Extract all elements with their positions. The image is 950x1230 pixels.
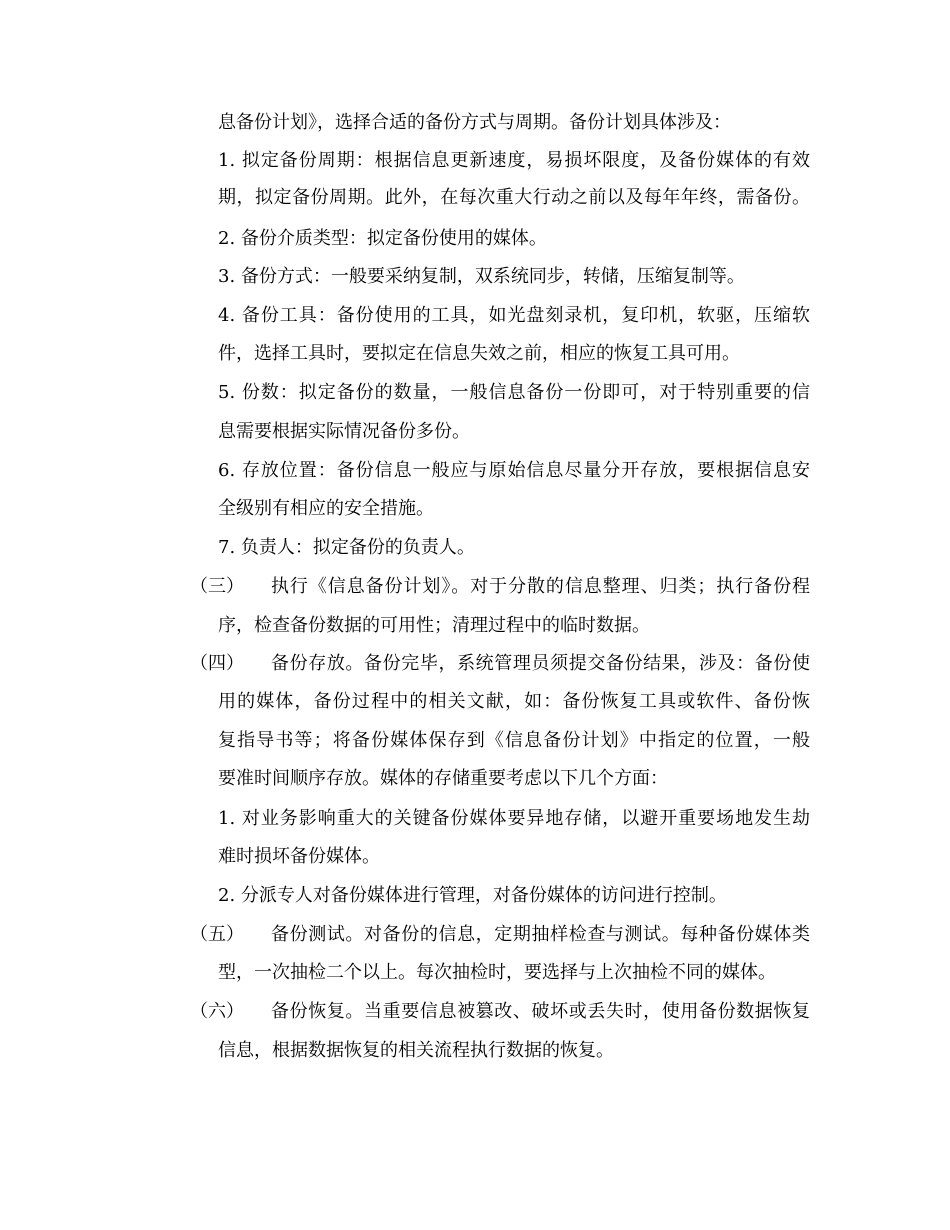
section-5-heading-line: 备份测试。对备份的信息，定期抽样检查与测试。每种备份媒体类 — [271, 924, 810, 945]
list-item-continuation: 期，拟定备份周期。此外，在每次重大行动之前以及每年年终，需备份。 — [218, 187, 810, 208]
section-number-4: （四） — [190, 653, 244, 674]
list-item-backup-method: 3. 备份方式：一般要采纳复制，双系统同步，转储，压缩复制等。 — [218, 266, 745, 287]
section-5-continuation: 型，一次抽检二个以上。每次抽检时，要选择与上次抽检不同的媒体。 — [218, 962, 776, 983]
section-3-continuation: 序，检查备份数据的可用性；清理过程中的临时数据。 — [218, 615, 650, 636]
list-item-continuation: 全级别有相应的安全措施。 — [218, 498, 434, 519]
list-item-storage-location: 6. 存放位置：备份信息一般应与原始信息尽量分开存放，要根据信息安 — [218, 460, 810, 481]
section-4-continuation: 要准时间顺序存放。媒体的存储重要考虑以下几个方面： — [218, 768, 668, 789]
paragraph-line: 息备份计划》，选择合适的备份方式与周期。备份计划具体涉及： — [218, 112, 731, 133]
section-4-heading-line: 备份存放。备份完毕，系统管理员须提交备份结果，涉及：备份使 — [271, 653, 810, 674]
list-item-person-in-charge: 7. 负责人：拟定备份的负责人。 — [218, 537, 475, 558]
section-4-item-2: 2. 分派专人对备份媒体进行管理，对备份媒体的访问进行控制。 — [218, 885, 727, 906]
list-item-backup-cycle: 1. 拟定备份周期：根据信息更新速度，易损坏限度，及备份媒体的有效 — [218, 150, 810, 171]
list-item-continuation: 件，选择工具时，要拟定在信息失效之前，相应的恢复工具可用。 — [218, 343, 740, 364]
section-4-continuation: 用的媒体，备份过程中的相关文献，如：备份恢复工具或软件、备份恢 — [218, 691, 810, 712]
section-4-item-1-continuation: 难时损坏备份媒体。 — [218, 846, 380, 867]
section-6-heading-line: 备份恢复。当重要信息被篡改、破坏或丢失时，使用备份数据恢复 — [271, 1001, 810, 1022]
list-item-continuation: 息需要根据实际情况备份多份。 — [218, 421, 470, 442]
section-4-item-1: 1. 对业务影响重大的关键备份媒体要异地存储，以避开重要场地发生劫 — [218, 808, 810, 829]
section-number-5: （五） — [190, 924, 244, 945]
list-item-backup-tools: 4. 备份工具：备份使用的工具，如光盘刻录机，复印机，软驱，压缩软 — [218, 305, 810, 326]
section-4-continuation: 复指导书等；将备份媒体保存到《信息备份计划》中指定的位置，一般 — [218, 730, 810, 751]
section-number-6: （六） — [190, 1001, 244, 1022]
section-3-heading-line: 执行《信息备份计划》。对于分散的信息整理、归类；执行备份程 — [271, 576, 810, 597]
section-6-continuation: 信息，根据数据恢复的相关流程执行数据的恢复。 — [218, 1040, 614, 1061]
section-number-3: （三） — [190, 576, 244, 597]
list-item-media-type: 2. 备份介质类型：拟定备份使用的媒体。 — [218, 228, 547, 249]
list-item-copies: 5. 份数：拟定备份的数量，一般信息备份一份即可，对于特别重要的信 — [218, 382, 810, 403]
